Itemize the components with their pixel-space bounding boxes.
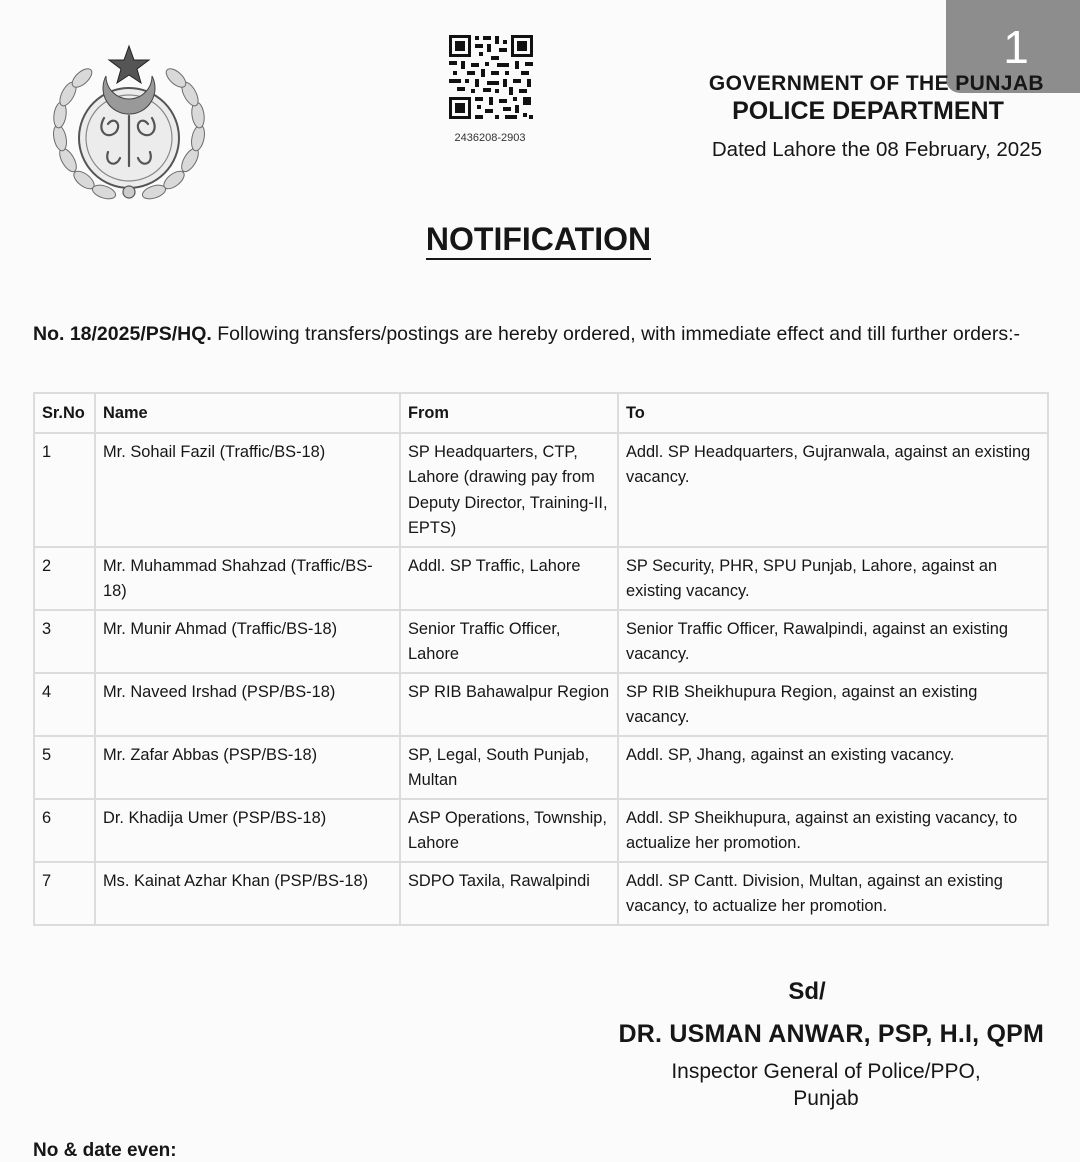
transfers-table [33, 392, 1049, 926]
table-row [34, 433, 1048, 547]
cell-sr-no: 2 [34, 547, 95, 610]
qr-code-number: 2436208-2903 [454, 132, 526, 144]
table-row [34, 862, 1048, 925]
cell-to: SP Security, PHR, SPU Punjab, Lahore, against an existing vacancy. [618, 547, 1048, 610]
cell-from: SP RIB Bahawalpur Region [400, 673, 618, 736]
table-row [34, 799, 1048, 862]
department-heading: POLICE DEPARTMENT [732, 97, 1004, 125]
table-row [34, 610, 1048, 673]
intro-text: Following transfers/postings are hereby ordered, with immediate effect and till further orders:- [211, 323, 1021, 345]
cell-name: Mr. Munir Ahmad (Traffic/BS-18) [95, 610, 400, 673]
qr-code [444, 33, 536, 123]
cell-sr-no: 7 [34, 862, 95, 925]
signed-mark: Sd/ [788, 978, 826, 1005]
cell-sr-no: 4 [34, 673, 95, 736]
cell-from: SP Headquarters, CTP, Lahore (drawing pay from Deputy Director, Training-II, EPTS) [400, 433, 618, 547]
date-line: Dated Lahore the 08 February, 2025 [711, 138, 1042, 161]
cell-from: Senior Traffic Officer, Lahore [400, 610, 618, 673]
header-sr-no: Sr.No [34, 393, 95, 433]
cell-sr-no: 1 [34, 433, 95, 547]
signatory-name: DR. USMAN ANWAR, PSP, H.I, QPM [618, 1020, 1044, 1048]
cell-name: Mr. Muhammad Shahzad (Traffic/BS-18) [95, 547, 400, 610]
cell-sr-no: 5 [34, 736, 95, 799]
table-header-row [34, 393, 1048, 433]
cell-from: SDPO Taxila, Rawalpindi [400, 862, 618, 925]
qr-code-block [440, 33, 540, 144]
cell-name: Mr. Sohail Fazil (Traffic/BS-18) [95, 433, 400, 547]
notification-title: NOTIFICATION [426, 221, 651, 260]
table-row [34, 736, 1048, 799]
header-name: Name [95, 393, 400, 433]
cell-name: Mr. Zafar Abbas (PSP/BS-18) [95, 736, 400, 799]
government-heading: GOVERNMENT OF THE PUNJAB [708, 72, 1044, 95]
cell-name: Mr. Naveed Irshad (PSP/BS-18) [95, 673, 400, 736]
punjab-police-emblem [46, 40, 212, 210]
footer-reference: No & date even: [33, 1140, 177, 1161]
cell-to: Addl. SP Headquarters, Gujranwala, against an existing vacancy. [618, 433, 1048, 547]
cell-to: Addl. SP Cantt. Division, Multan, against an existing vacancy, to actualize her promotion. [618, 862, 1048, 925]
signatory-designation: Inspector General of Police/PPO, Punjab [671, 1060, 981, 1110]
cell-from: ASP Operations, Township, Lahore [400, 799, 618, 862]
cell-sr-no: 3 [34, 610, 95, 673]
cell-name: Dr. Khadija Umer (PSP/BS-18) [95, 799, 400, 862]
notification-title-wrap [0, 221, 1077, 258]
intro-paragraph [33, 319, 1033, 349]
page-number-badge: 1 [946, 0, 1080, 93]
cell-sr-no: 6 [34, 799, 95, 862]
cell-to: Senior Traffic Officer, Rawalpindi, against an existing vacancy. [618, 610, 1048, 673]
notification-number: No. 18/2025/PS/HQ. [33, 323, 212, 345]
cell-to: Addl. SP Sheikhupura, against an existing vacancy, to actualize her promotion. [618, 799, 1048, 862]
header-to: To [618, 393, 1048, 433]
cell-to: Addl. SP, Jhang, against an existing vacancy. [618, 736, 1048, 799]
table-row [34, 673, 1048, 736]
table-row [34, 547, 1048, 610]
header-from: From [400, 393, 618, 433]
cell-to: SP RIB Sheikhupura Region, against an existing vacancy. [618, 673, 1048, 736]
cell-from: Addl. SP Traffic, Lahore [400, 547, 618, 610]
cell-from: SP, Legal, South Punjab, Multan [400, 736, 618, 799]
cell-name: Ms. Kainat Azhar Khan (PSP/BS-18) [95, 862, 400, 925]
